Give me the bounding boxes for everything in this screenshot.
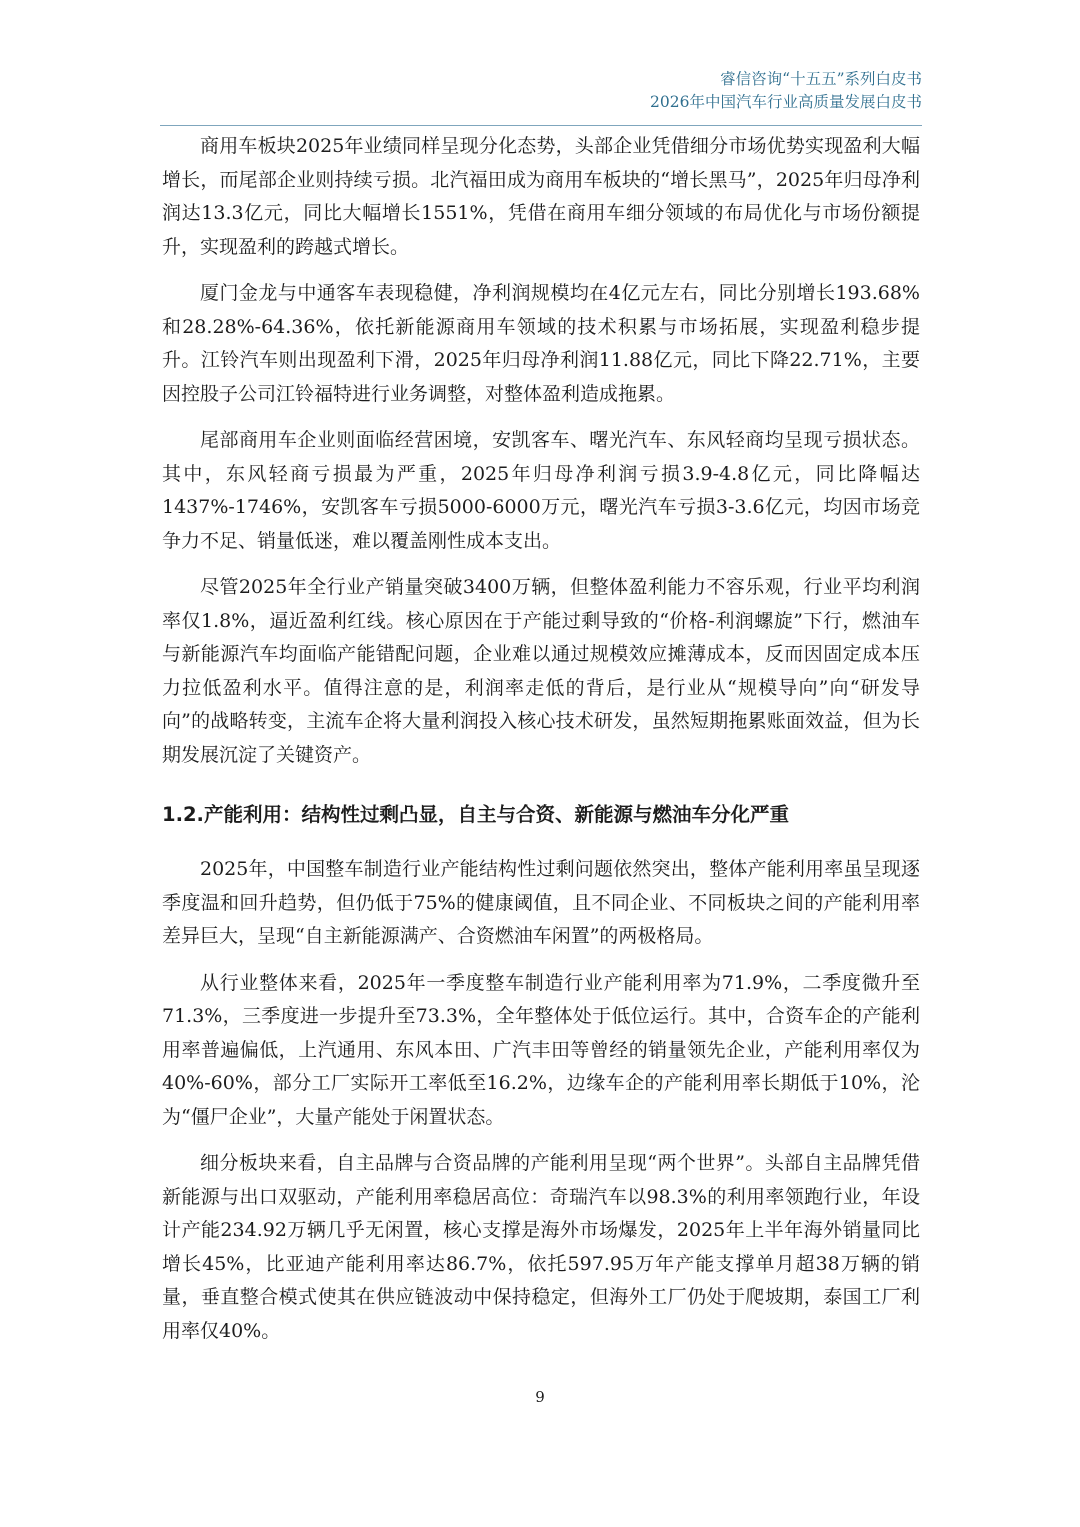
paragraph-capacity-overview: 2025年，中国整车制造行业产能结构性过剩问题依然突出，整体产能利用率虽呈现逐季度温和回升趋势，但仍低于75%的健康阈值，且不同企业、不同板块之间的产能利用率差异巨大，呈现“自主新能源满产、合资燃油车闲置”的两极格局。 bbox=[162, 858, 920, 947]
paragraph-tail-companies: 尾部商用车企业则面临经营困境，安凯客车、曙光汽车、东风轻商均呈现亏损状态。其中，东风轻商亏损最为严重，2025年归母净利润亏损3.9-4.8亿元，同比降幅达1437%-1746%，安凯客车亏损5000-6000万元，曙光汽车亏损3-3.6亿元，均因市场竞争力不足、销量低迷，难以覆盖刚性成本支出。 bbox=[162, 429, 920, 552]
header-series-title: 睿信咨询“十五五”系列白皮书 bbox=[720, 70, 922, 88]
section-heading: 1.2.产能利用：结构性过剩凸显，自主与合资、新能源与燃油车分化严重 bbox=[162, 803, 789, 826]
paragraph-segment-split: 细分板块来看，自主品牌与合资品牌的产能利用呈现“两个世界”。头部自主品牌凭借新能源与出口双驱动，产能利用率稳居高位：奇瑞汽车以98.3%的利用率领跑行业，年设计产能234.92万辆几乎无闲置，核心支撑是海外市场爆发，2025年上半年海外销量同比增长45%，比亚迪产能利用率达86.7%，依托597.95万年产能支撑单月超38万辆的销量，垂直整合模式使其在供应链波动中保持稳定，但海外工厂仍处于爬坡期，泰国工厂利用率仅40%。 bbox=[162, 1152, 920, 1342]
header-divider bbox=[160, 125, 922, 126]
page-header bbox=[650, 68, 922, 114]
page-body bbox=[162, 130, 920, 1348]
page-number: 9 bbox=[535, 1388, 545, 1406]
header-report-title: 2026年中国汽车行业高质量发展白皮书 bbox=[650, 93, 922, 111]
paragraph-industry-profit: 尽管2025年全行业产销量突破3400万辆，但整体盈利能力不容乐观，行业平均利润率仅1.8%，逼近盈利红线。核心原因在于产能过剩导致的“价格-利润螺旋”下行，燃油车与新能源汽车均面临产能错配问题，企业难以通过规模效应摊薄成本，反而因固定成本压力拉低盈利水平。值得注意的是，利润率走低的背后，是行业从“规模导向”向“研发导向”的战略转变，主流车企将大量利润投入核心技术研发，虽然短期拖累账面效益，但为长期发展沉淀了关键资产。 bbox=[162, 576, 920, 766]
paragraph-bus-makers: 厦门金龙与中通客车表现稳健，净利润规模均在4亿元左右，同比分别增长193.68%和28.28%-64.36%，依托新能源商用车领域的技术积累与市场拓展，实现盈利稳步提升。江铃汽车则出现盈利下滑，2025年归母净利润11.88亿元，同比下降22.71%，主要因控股子公司江铃福特进行业务调整，对整体盈利造成拖累。 bbox=[162, 282, 920, 405]
paragraph-capacity-quarters: 从行业整体来看，2025年一季度整车制造行业产能利用率为71.9%，二季度微升至71.3%，三季度进一步提升至73.3%，全年整体处于低位运行。其中，合资车企的产能利用率普遍偏低，上汽通用、东风本田、广汽丰田等曾经的销量领先企业，产能利用率仅为40%-60%，部分工厂实际开工率低至16.2%，边缘车企的产能利用率长期低于10%，沦为“僵尸企业”，大量产能处于闲置状态。 bbox=[162, 971, 920, 1128]
paragraph-commercial-vehicles: 商用车板块2025年业绩同样呈现分化态势，头部企业凭借细分市场优势实现盈利大幅增长，而尾部企业则持续亏损。北汽福田成为商用车板块的“增长黑马”，2025年归母净利润达13.3亿元，同比大幅增长1551%，凭借在商用车细分领域的布局优化与市场份额提升，实现盈利的跨越式增长。 bbox=[162, 135, 920, 258]
